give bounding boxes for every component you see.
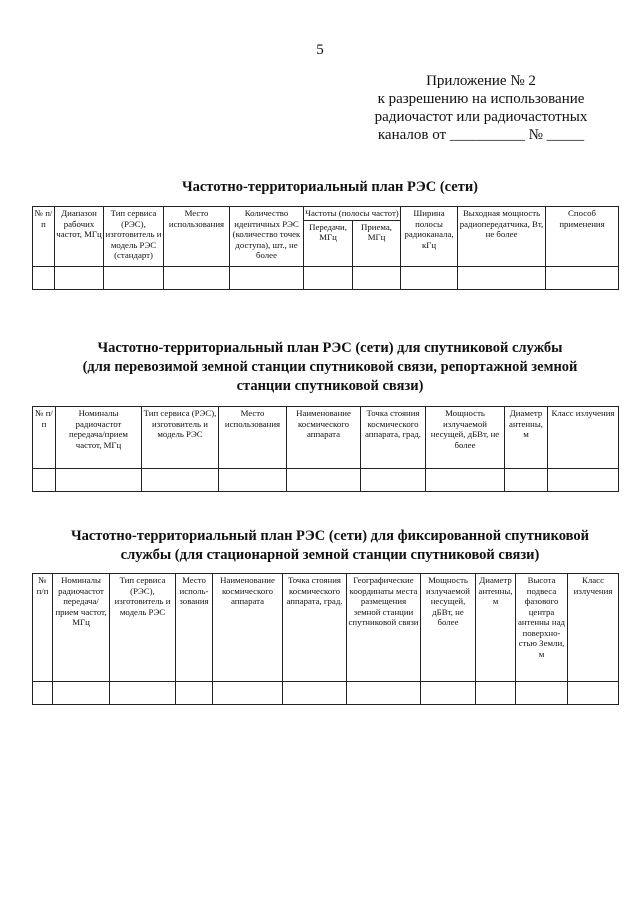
s3-header-service: Тип сервиса (РЭС), изготовитель и модель РЭС: [110, 574, 176, 682]
page-number: 5: [316, 42, 324, 58]
table-row: [33, 469, 619, 492]
table-cell: [142, 469, 219, 492]
s1-header-power: Выходная мощность радиопередатчика, Вт, не более: [458, 207, 546, 267]
s1-header-tx: Передачи, МГц: [304, 220, 353, 266]
table-cell: [353, 266, 401, 289]
s2-header-point: Точка стояния космического аппарата, град.: [361, 407, 426, 469]
table-cell: [476, 682, 516, 705]
section1-title: Частотно-территориальный план РЭС (сети): [181, 179, 479, 195]
table-cell: [421, 682, 476, 705]
s1-header-rx: Приема, МГц: [353, 220, 401, 266]
table-row: [33, 266, 619, 289]
s1-header-freq-group: Частоты (полосы частот): [305, 208, 399, 218]
appendix-line-4: каналов от __________ № _____: [377, 127, 585, 143]
appendix-line-1: Приложение № 2: [426, 73, 536, 89]
s1-header-service: Тип сервиса (РЭС), изготовитель и модель РЭС (стандарт): [104, 207, 164, 267]
table-cell: [505, 469, 548, 492]
appendix-line-2: к разрешению на использование: [377, 91, 585, 107]
s3-header-diameter: Диаметр антенны, м: [476, 574, 516, 682]
table-cell: [104, 266, 164, 289]
appendix-block: [366, 72, 596, 144]
table-cell: [516, 682, 568, 705]
s3-header-num: № п/п: [33, 574, 53, 682]
s2-header-sat-name: Наименование космического аппарата: [287, 407, 361, 469]
s2-header-diameter: Диаметр антенны, м: [505, 407, 548, 469]
section3-title-line-1: Частотно-территориальный план РЭС (сети) для фиксированной спутниковой: [70, 528, 589, 544]
table-cell: [33, 266, 55, 289]
table-cell: [213, 682, 283, 705]
s1-header-count: Количество идентичных РЭС (количество точек доступа), шт., не более: [230, 207, 304, 267]
s2-header-nominals: Номиналы радиочастот передача/прием частот, МГц: [56, 407, 142, 469]
s3-header-coords: Географические координаты места размещения земной станции спутниковой связи: [347, 574, 421, 682]
section2-title-line-3: станции спутниковой связи): [236, 378, 424, 394]
section3-table: [32, 573, 619, 705]
s1-header-num: № п/п: [33, 207, 55, 267]
table-cell: [283, 682, 347, 705]
section3-title: [40, 527, 620, 565]
s2-header-num: № п/п: [33, 407, 56, 469]
s3-header-sat-name: Наименование космического аппарата: [213, 574, 283, 682]
table-cell: [548, 469, 619, 492]
table-cell: [361, 469, 426, 492]
section3-title-line-2: службы (для стационарной земной станции спутниковой связи): [120, 547, 540, 563]
table-cell: [347, 682, 421, 705]
s1-header-place: Место использования: [164, 207, 230, 267]
s3-header-point: Точка стояния космического аппарата, град.: [283, 574, 347, 682]
table-cell: [546, 266, 619, 289]
section2-table: [32, 406, 619, 492]
s3-header-power: Мощность излучаемой несущей, дБВт, не более: [421, 574, 476, 682]
s2-header-class: Класс излучения: [548, 407, 619, 469]
s3-header-nominals: Номиналы радиочастот передача/ прием частот, МГц: [53, 574, 110, 682]
table-cell: [426, 469, 505, 492]
table-cell: [33, 682, 53, 705]
table-cell: [33, 469, 56, 492]
section2-title-line-1: Частотно-территориальный план РЭС (сети) для спутниковой службы: [97, 340, 563, 356]
table-cell: [401, 266, 458, 289]
table-row: [33, 682, 619, 705]
table-cell: [56, 469, 142, 492]
s3-header-place: Место исполь- зования: [176, 574, 213, 682]
section1-table: [32, 206, 619, 290]
s3-header-class: Класс излучения: [568, 574, 619, 682]
s2-header-power: Мощность излучаемой несущей, дБВт, не более: [426, 407, 505, 469]
s1-header-bandwidth: Ширина полосы радиоканала, кГц: [401, 207, 458, 267]
table-cell: [568, 682, 619, 705]
section2-title-line-2: (для перевозимой земной станции спутниковой связи, репортажной земной: [82, 359, 578, 375]
s2-header-service: Тип сервиса (РЭС), изготовитель и модель РЭС: [142, 407, 219, 469]
table-cell: [304, 266, 353, 289]
appendix-line-3: радиочастот или радиочастотных: [374, 109, 588, 125]
table-cell: [55, 266, 104, 289]
s1-header-range: Диапазон рабочих частот, МГц: [55, 207, 104, 267]
s2-header-place: Место использования: [219, 407, 287, 469]
s1-header-method: Способ применения: [546, 207, 619, 267]
table-cell: [164, 266, 230, 289]
section2-title: [40, 339, 620, 396]
table-cell: [287, 469, 361, 492]
table-cell: [110, 682, 176, 705]
table-cell: [176, 682, 213, 705]
table-cell: [53, 682, 110, 705]
s3-header-height: Высота подвеса фазового центра антенны над поверхно- стью Земли, м: [516, 574, 568, 682]
table-cell: [230, 266, 304, 289]
table-cell: [458, 266, 546, 289]
table-cell: [219, 469, 287, 492]
